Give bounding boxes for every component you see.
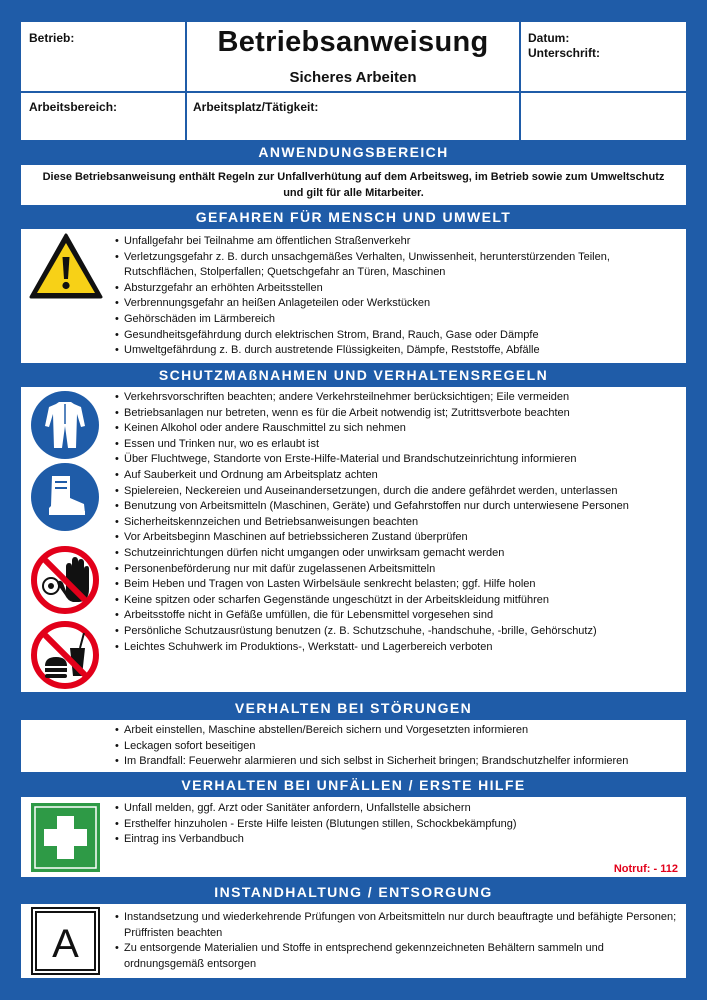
- emergency-number: Notruf: - 112: [613, 863, 678, 875]
- list-item: • Gesundheitsgefährdung durch elektrischen Strom, Brand, Rauch, Gase oder Dämpfe: [115, 328, 680, 344]
- list-item: • Unfall melden, ggf. Arzt oder Sanitäter anfordern, Unfallstelle absichern: [115, 801, 680, 817]
- list-item: • Ersthelfer hinzuholen - Erste Hilfe leisten (Blutungen stillen, Schockbekämpfung): [115, 817, 680, 833]
- list-item: • Keinen Alkohol oder andere Rauschmittel zu sich nehmen: [115, 421, 680, 437]
- hazards-list: [115, 234, 680, 359]
- section-title-anwendungsbereich: ANWENDUNGSBEREICH: [258, 144, 449, 160]
- section-title-unfaelle: VERHALTEN BEI UNFÄLLEN / ERSTE HILFE: [181, 777, 526, 793]
- list-item: • Verbrennungsgefahr an heißen Anlageteilen oder Werkstücken: [115, 296, 680, 312]
- list-item: • Zu entsorgende Materialien und Stoffe in entsprechend gekennzeichneten Behältern sammeln und ordnungsgemäß entsorgen: [115, 941, 680, 972]
- list-item: • Vor Arbeitsbeginn Maschinen auf betriebssicheren Zustand überprüfen: [115, 530, 680, 546]
- section-title-stoerungen: VERHALTEN BEI STÖRUNGEN: [234, 700, 473, 716]
- page-title: Betriebsanweisung: [217, 26, 489, 58]
- unterschrift-label: Unterschrift:: [528, 46, 601, 60]
- no-touch-icon: [30, 545, 100, 615]
- disposal-a-icon: [31, 907, 100, 975]
- list-item: • Persönliche Schutzausrüstung benutzen (z. B. Schutzschuhe, -handschuhe, -brille, Gehörschutz): [115, 624, 680, 640]
- section-title-gefahren: GEFAHREN FÜR MENSCH UND UMWELT: [195, 209, 512, 225]
- maintenance-list: [115, 910, 680, 972]
- list-item: • Eintrag ins Verbandbuch: [115, 832, 680, 848]
- no-eating-drinking-icon: [30, 620, 100, 690]
- list-item: • Keine spitzen oder scharfen Gegenstände ungeschützt in der Arbeitskleidung mitführen: [115, 593, 680, 609]
- malfunction-list: [115, 723, 680, 770]
- list-item: • Unfallgefahr bei Teilnahme am öffentlichen Straßenverkehr: [115, 234, 680, 250]
- list-item: • Arbeit einstellen, Maschine abstellen/Bereich sichern und Vorgesetzten informieren: [115, 723, 680, 739]
- first-aid-cross-icon: [31, 803, 100, 872]
- svg-text:A: A: [52, 922, 79, 966]
- list-item: • Sicherheitskennzeichen und Betriebsanweisungen beachten: [115, 515, 680, 531]
- list-item: • Umweltgefährdung z. B. durch austretende Flüssigkeiten, Dämpfe, Reststoffe, Abfälle: [115, 343, 680, 359]
- arbeitsplatz-label: Arbeitsplatz/Tätigkeit:: [193, 100, 319, 114]
- list-item: • Gehörschäden im Lärmbereich: [115, 312, 680, 328]
- list-item: • Verletzungsgefahr z. B. durch unsachgemäßes Verhalten, Unwissenheit, herunterstürzenden Teilen, Rutschflächen, Stolperfallen; Quetschgefahr an Türen, Maschinen: [115, 250, 680, 281]
- section-title-instandhaltung: INSTANDHALTUNG / ENTSORGUNG: [214, 884, 493, 900]
- scope-text-2: und gilt für alle Mitarbeiter.: [283, 187, 424, 199]
- betrieb-label: Betrieb:: [29, 31, 75, 45]
- list-item: • Benutzung von Arbeitsmitteln (Maschinen, Geräte) und Gefahrstoffen nur durch unterwiesene Personen: [115, 499, 680, 515]
- list-item: • Essen und Trinken nur, wo es erlaubt ist: [115, 437, 680, 453]
- section-title-schutzmassnahmen: SCHUTZMAßNAHMEN UND VERHALTENSREGELN: [158, 367, 549, 383]
- list-item: • Beim Heben und Tragen von Lasten Wirbelsäule senkrecht belasten; ggf. Hilfe holen: [115, 577, 680, 593]
- list-item: • Spielereien, Neckereien und Auseinandersetzungen, durch die andere gefährdet werden, unterlassen: [115, 484, 680, 500]
- list-item: • Verkehrsvorschriften beachten; andere Verkehrsteilnehmer berücksichtigen; Eile vermeiden: [115, 390, 680, 406]
- list-item: • Leckagen sofort beseitigen: [115, 739, 680, 755]
- list-item: • Im Brandfall: Feuerwehr alarmieren und sich selbst in Sicherheit bringen; Brandschutzhelfer informieren: [115, 754, 680, 770]
- divider: [21, 91, 686, 93]
- page-subtitle: Sicheres Arbeiten: [289, 69, 417, 86]
- list-item: • Leichtes Schuhwerk im Produktions-, Werkstatt- und Lagerbereich verboten: [115, 640, 680, 656]
- first-aid-list: [115, 801, 680, 848]
- list-item: • Auf Sauberkeit und Ordnung am Arbeitsplatz achten: [115, 468, 680, 484]
- list-item: • Instandsetzung und wiederkehrende Prüfungen von Arbeitsmitteln nur durch beauftragte und befähigte Personen; Prüffristen beachten: [115, 910, 680, 941]
- safety-boot-icon: [30, 462, 100, 532]
- list-item: • Personenbeförderung nur mit dafür zugelassenen Arbeitsmitteln: [115, 562, 680, 578]
- list-item: • Schutzeinrichtungen dürfen nicht umgangen oder unwirksam gemacht werden: [115, 546, 680, 562]
- list-item: • Absturzgefahr an erhöhten Arbeitsstellen: [115, 281, 680, 297]
- protective-overall-icon: [30, 390, 100, 460]
- measures-list: [115, 390, 680, 655]
- arbeitsbereich-label: Arbeitsbereich:: [29, 100, 118, 114]
- warning-triangle-icon: [28, 232, 104, 300]
- list-item: • Über Fluchtwege, Standorte von Erste-Hilfe-Material und Brandschutzeinrichtung informieren: [115, 452, 680, 468]
- scope-text-1: Diese Betriebsanweisung enthält Regeln zur Unfallverhütung auf dem Arbeitsweg, im Betrieb sowie zum Umweltschutz: [42, 171, 665, 183]
- datum-label: Datum:: [528, 31, 570, 45]
- list-item: • Betriebsanlagen nur betreten, wenn es für die Arbeit notwendig ist; Zutrittsverbote beachten: [115, 406, 680, 422]
- list-item: • Arbeitsstoffe nicht in Gefäße umfüllen, die für Lebensmittel vorgesehen sind: [115, 608, 680, 624]
